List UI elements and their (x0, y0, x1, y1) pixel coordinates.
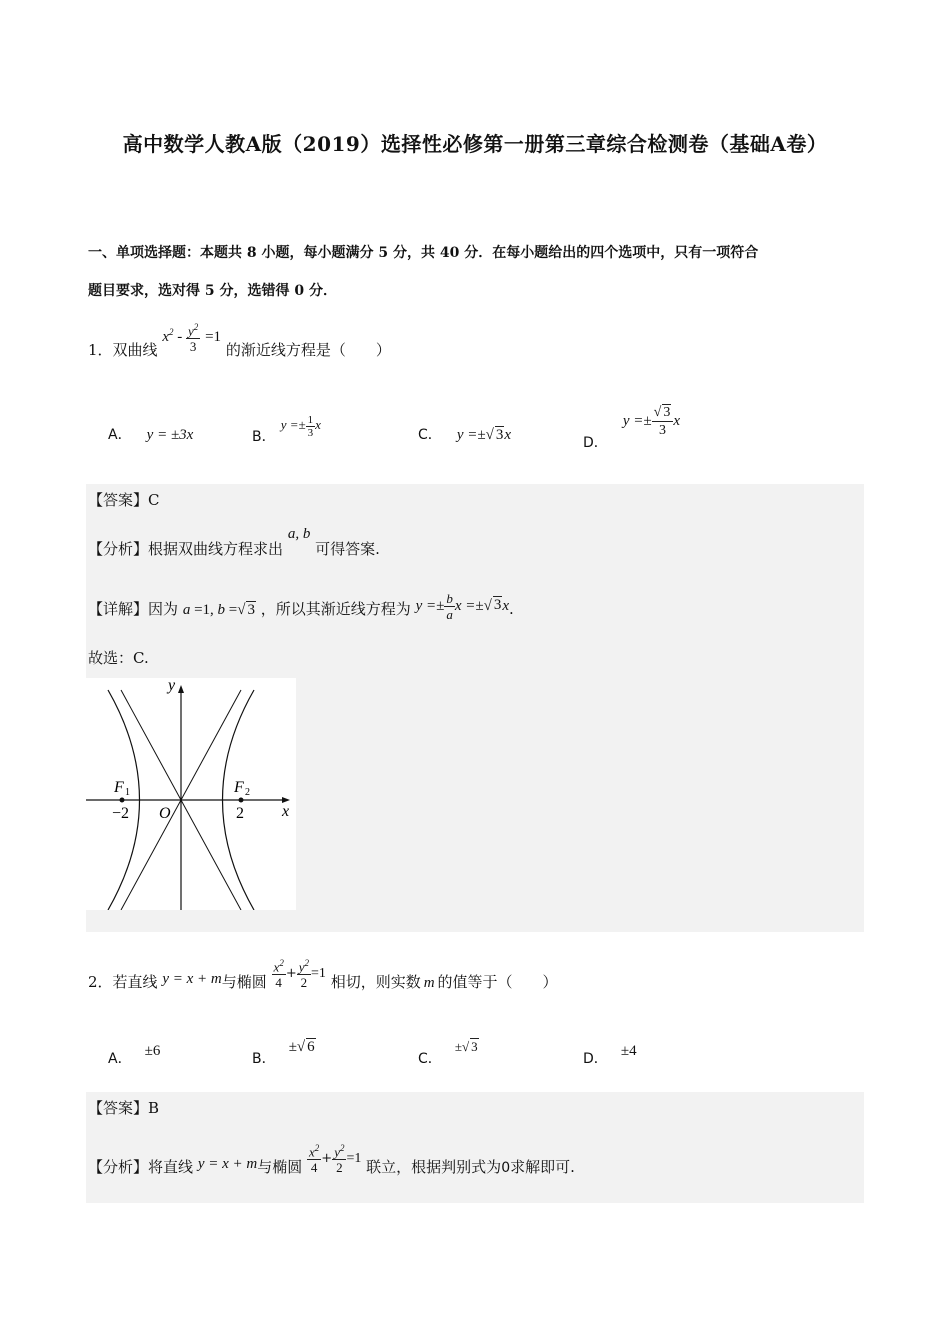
q2-number: 2．若直线 (88, 973, 158, 991)
q1-option-b[interactable]: B． y =± $\frac{1}{3}$ x (252, 414, 321, 446)
hyperbola-graph (86, 678, 296, 910)
focus-f1-point (120, 798, 125, 803)
focus-f2-subscript: 2 (245, 787, 250, 798)
section-heading-line2: 题目要求，选对得 5 分，选错得 0 分． (88, 283, 337, 299)
y-axis-arrow (178, 685, 184, 693)
tick-two: 2 (236, 805, 244, 822)
q1-detail-ab-values: a =1, b =√ 3 (182, 602, 255, 618)
y-axis-label: y (168, 678, 176, 694)
q1-option-c-value: y =±√ 3x (456, 427, 512, 443)
focus-f2-point (239, 798, 244, 803)
q2-option-c[interactable]: C． ±√ 3 (418, 1039, 478, 1067)
q1-number: 1．双曲线 (88, 341, 158, 359)
tick-neg-two: −2 (112, 805, 130, 822)
focus-f1-label: F (114, 779, 124, 796)
q2-solution-box (86, 1092, 864, 1203)
q1-detail: 【详解】因为 a =1, b =√ 3 ，所以其渐近线方程为 y =± $\frac{b}{a}$ x =±√ 3x. (88, 590, 514, 622)
q2-analysis-line-eq: y = x + m (197, 1156, 258, 1172)
q2-answer: 【答案】B (88, 1099, 160, 1117)
focus-f1-subscript: 1 (125, 787, 130, 798)
x-axis-label: x (282, 803, 290, 820)
q2-option-b-value: ±√ 6 (288, 1039, 315, 1055)
q2-option-c-value: ±√ 3 (454, 1039, 478, 1054)
q2-option-a[interactable]: A． ±6 (108, 1043, 161, 1067)
q1-option-d[interactable]: D． y =± $\frac{√ 3}{3}$ x (583, 405, 680, 451)
q1-analysis-ab: a, b (287, 526, 311, 542)
q2-line-equation: y = x + m (162, 971, 222, 987)
section-heading-line1: 一、单项选择题：本题共 8 小题，每小题满分 5 分，共 40 分．在每小题给出的四个选项中，只有一项符合 (88, 245, 759, 261)
q1-analysis: 【分析】根据双曲线方程求出 a, b 可得答案. (88, 526, 380, 558)
page-title: 高中数学人教A版（2019）选择性必修第一册第三章综合检测卷（基础A卷） (122, 132, 828, 156)
q2-analysis: 【分析】将直线 y = x + m与椭圆 $\frac{x^2}{4}$ + $\frac{y^2}{2}$ =1 联立，根据判别式为0求解即可. (88, 1142, 575, 1176)
q1-analysis-tag: 【分析】 (88, 540, 149, 558)
question-1 (88, 321, 391, 362)
question-2: 2．若直线 y = x + m与椭圆 $\frac{x^2}{4}$ + $\frac{y^2}{2}$ =1 相切，则实数 m 的值等于（ ） (88, 957, 558, 991)
q1-conclusion: 故选：C. (88, 649, 149, 667)
q2-option-d-value: ±4 (620, 1043, 637, 1059)
q1-hyperbola-equation: $x^2$ - $\frac{y^2}{3}$ =1 (162, 321, 222, 355)
focus-f2-label: F (234, 779, 244, 796)
q2-option-b[interactable]: B． ±√ 6 (252, 1039, 315, 1067)
q1-option-a[interactable]: A． y = ±3x (108, 427, 194, 443)
q1-option-b-value: y =± $\frac{1}{3}$ x (280, 414, 321, 439)
q1-stem-rest: 的渐近线方程是（ ） (225, 341, 391, 359)
q1-detail-tag: 【详解】 (88, 600, 149, 618)
q1-answer: 【答案】C (88, 491, 160, 509)
q1-detail-asymptote: y =± $\frac{b}{a}$ x =±√ 3x (415, 590, 509, 622)
q2-ellipse-equation: $\frac{x^2}{4}$ + $\frac{y^2}{2}$ =1 (273, 957, 326, 991)
q2-option-a-value: ±6 (144, 1043, 161, 1059)
hyperbola-graph-svg (86, 678, 296, 910)
q1-option-d-value: y =± $\frac{√ 3}{3}$ x (622, 405, 680, 438)
q2-option-d[interactable]: D． ±4 (583, 1043, 637, 1067)
q2-analysis-tag: 【分析】 (88, 1158, 149, 1176)
q1-option-a-value: y = ±3x (146, 427, 194, 443)
q2-analysis-ellipse-eq: $\frac{x^2}{4}$ + $\frac{y^2}{2}$ =1 (309, 1142, 362, 1176)
origin-label: O (159, 805, 171, 822)
q1-option-c[interactable]: C． y =±√ 3x (418, 427, 512, 443)
